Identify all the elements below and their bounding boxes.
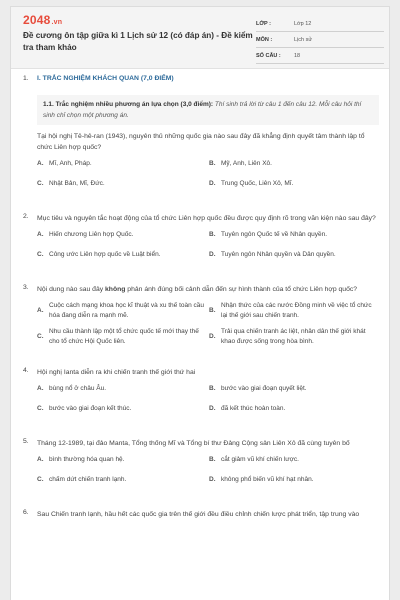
meta-value: Lớp 12 xyxy=(294,21,312,27)
option-text: bùng nổ ở châu Âu. xyxy=(49,385,107,392)
answer-options xyxy=(37,301,379,353)
document-header xyxy=(11,7,389,69)
option-text: Nhận thức của các nước Đồng minh về việc tổ chức lại thế giới sau chiến tranh. xyxy=(221,302,372,319)
question-block xyxy=(23,284,379,353)
option-text: Mĩ, Anh, Pháp. xyxy=(49,160,92,167)
options-row xyxy=(37,159,379,179)
option-letter: D. xyxy=(209,476,216,483)
meta-value: 18 xyxy=(294,53,301,59)
question-number: 4. xyxy=(23,367,29,374)
option-text: bình thường hóa quan hệ. xyxy=(49,456,125,463)
option-letter: D. xyxy=(209,333,216,340)
option-letter: A. xyxy=(37,160,44,167)
instruction-box xyxy=(37,95,379,125)
question-block xyxy=(23,367,379,424)
answer-options xyxy=(37,455,379,495)
meta-row-subject xyxy=(256,35,384,48)
options-row xyxy=(37,230,379,250)
options-row xyxy=(37,455,379,475)
document-page xyxy=(10,6,390,600)
option-letter: C. xyxy=(37,333,44,340)
meta-label: SỐ CÂU : xyxy=(256,53,281,59)
meta-row-count xyxy=(256,51,384,64)
question-block xyxy=(23,438,379,495)
question-number: 1. xyxy=(23,75,29,82)
option-letter: D. xyxy=(209,251,216,258)
question-text xyxy=(37,284,379,295)
option-letter: B. xyxy=(209,456,216,463)
option-text: cắt giảm vũ khí chiến lược. xyxy=(221,456,299,463)
option-letter: A. xyxy=(37,307,44,314)
document-meta xyxy=(256,19,384,67)
option-letter: A. xyxy=(37,231,44,238)
option-text: bước vào giai đoạn quyết liệt. xyxy=(221,385,307,392)
option-text: Hiến chương Liên hợp Quốc. xyxy=(49,231,134,238)
option-text: không phổ biến vũ khí hạt nhân. xyxy=(221,476,314,483)
option-text: Trải qua chiến tranh ác liệt, nhân dân thế giới khát khao được sống trong hòa bình. xyxy=(221,328,366,345)
question-text: Tại hội nghị Tê-hê-ran (1943), nguyên thủ những quốc gia nào sau đây đã khẳng định quyết tâm thành lập tổ chức Liên hợp quốc? xyxy=(37,133,365,151)
option-text: Trung Quốc, Liên Xô, Mĩ. xyxy=(221,180,294,187)
question-number: 2. xyxy=(23,213,29,220)
options-row xyxy=(37,404,379,424)
question-text: Mục tiêu và nguyên tắc hoạt động của tổ chức Liên hợp quốc đều được quy định rõ trong văn kiện nào sau đây? xyxy=(37,215,376,222)
option-text: chấm dứt chiến tranh lạnh. xyxy=(49,476,127,483)
meta-row-class xyxy=(256,19,384,32)
question-text-part: Nội dung nào sau đây xyxy=(37,286,106,293)
option-letter: B. xyxy=(209,160,216,167)
section-title: I. TRẮC NGHIỆM KHÁCH QUAN (7,0 ĐIỂM) xyxy=(37,75,174,82)
options-row xyxy=(37,327,379,353)
option-letter: C. xyxy=(37,180,44,187)
option-text: Tuyên ngôn Nhân quyền và Dân quyền. xyxy=(221,251,336,258)
question-number: 6. xyxy=(23,509,29,516)
option-letter: D. xyxy=(209,405,216,412)
option-letter: A. xyxy=(37,456,44,463)
question-text-part: phản ánh đúng bối cảnh dẫn đến sự hình thành của tổ chức Liên hợp quốc? xyxy=(125,286,358,293)
option-text: Nhu cầu thành lập một tổ chức quốc tế mới thay thế cho tổ chức Hội Quốc liên. xyxy=(49,328,199,345)
options-row xyxy=(37,384,379,404)
options-row xyxy=(37,475,379,495)
option-letter: B. xyxy=(209,307,216,314)
question-number: 5. xyxy=(23,438,29,445)
question-text: Hội nghị Ianta diễn ra khi chiến tranh thế giới thứ hai xyxy=(37,369,196,376)
meta-label: MÔN : xyxy=(256,37,273,43)
document-title: Đề cương ôn tập giữa kì 1 Lịch sử 12 (có đáp án) - Đề kiểm tra tham khảo xyxy=(23,31,253,52)
options-row xyxy=(37,250,379,270)
option-text: Cuộc cách mạng khoa học kĩ thuật và xu thế toàn cầu hóa đang diễn ra mạnh mẽ. xyxy=(49,302,205,319)
option-letter: B. xyxy=(209,385,216,392)
option-letter: C. xyxy=(37,476,44,483)
question-text: Sau Chiến tranh lạnh, hầu hết các quốc gia trên thế giới đều điều chỉnh chiến lược phát triển, tập trung vào xyxy=(37,511,360,518)
logo-suffix: .vn xyxy=(51,19,63,26)
instruction-text: Thí sinh trả lời từ câu 1 đến câu 12. Mỗi câu hỏi thí sinh chỉ chọn một phương án. xyxy=(43,101,362,119)
meta-value: Lịch sử xyxy=(294,37,313,43)
option-text: bước vào giai đoạn kết thúc. xyxy=(49,405,132,412)
option-text: Mỹ, Anh, Liên Xô. xyxy=(221,160,272,167)
instruction-heading: 1.1. Trắc nghiệm nhiều phương án lựa chọn (3,0 điểm): xyxy=(43,101,214,108)
section-heading xyxy=(23,75,379,95)
question-number: 3. xyxy=(23,284,29,291)
option-letter: B. xyxy=(209,231,216,238)
logo-text: 2048 xyxy=(23,13,51,27)
meta-label: LỚP : xyxy=(256,21,271,27)
answer-options xyxy=(37,384,379,424)
option-letter: D. xyxy=(209,180,216,187)
option-letter: C. xyxy=(37,405,44,412)
question-block xyxy=(23,213,379,270)
options-row xyxy=(37,301,379,327)
question-block xyxy=(23,509,379,520)
document-content xyxy=(23,75,379,520)
question-emphasis: không xyxy=(105,286,126,293)
site-logo[interactable] xyxy=(23,13,62,27)
option-text: Nhật Bản, Mĩ, Đức. xyxy=(49,180,105,187)
options-row xyxy=(37,179,379,199)
answer-options xyxy=(37,159,379,199)
option-text: đã kết thúc hoàn toàn. xyxy=(221,405,286,412)
question-text: Tháng 12-1989, tại đảo Manta, Tổng thống Mĩ và Tổng bí thư Đảng Cộng sản Liên Xô đã cùng tuyên bố xyxy=(37,440,350,447)
option-text: Tuyên ngôn Quốc tế về Nhân quyền. xyxy=(221,231,327,238)
option-text: Công ước Liên hợp quốc về Luật biển. xyxy=(49,251,161,258)
answer-options xyxy=(37,230,379,270)
option-letter: C. xyxy=(37,251,44,258)
option-letter: A. xyxy=(37,385,44,392)
